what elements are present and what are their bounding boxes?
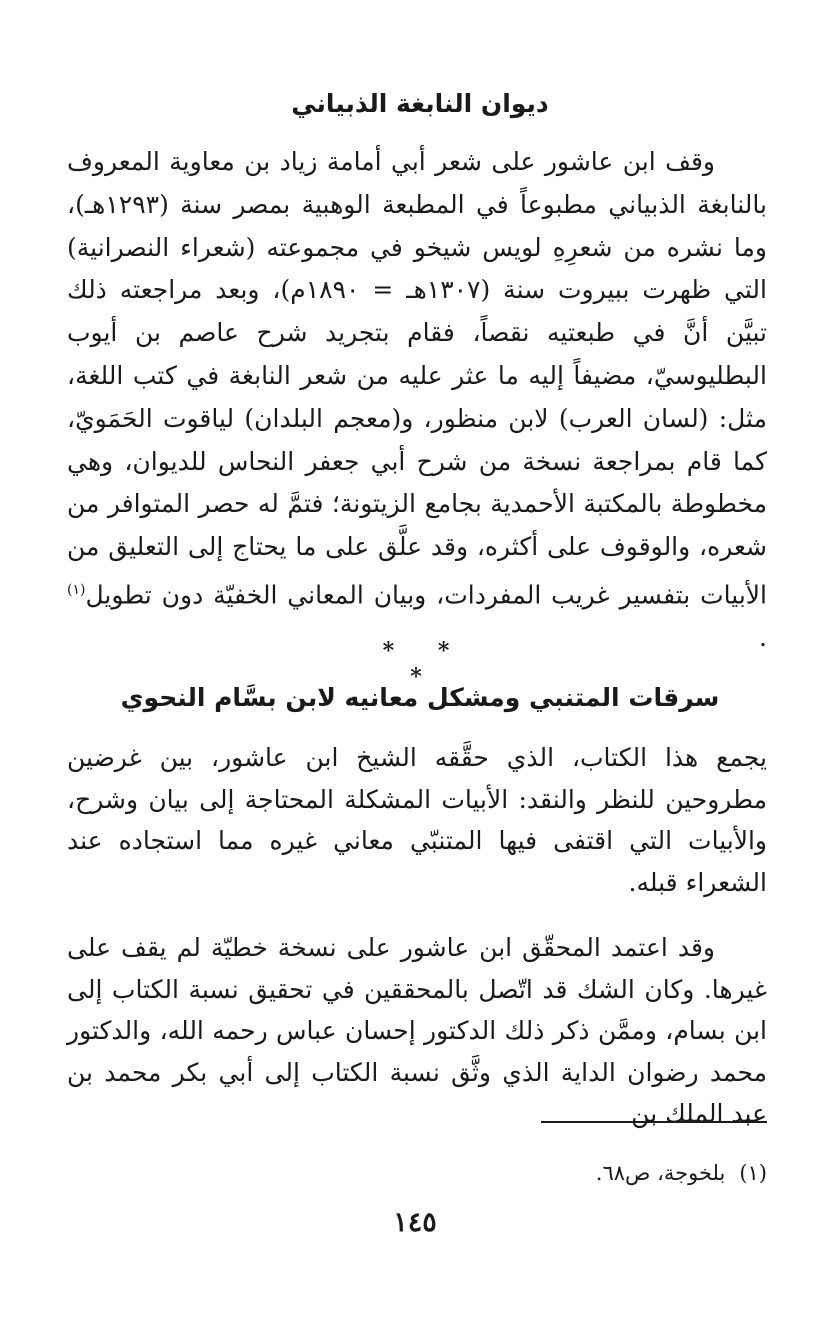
page-number: ١٤٥ [393, 1207, 437, 1238]
paragraph-sariqat-intro-text: يجمع هذا الكتاب، الذي حقَّقه الشيخ ابن عاشور، بين غرضين مطروحين للنظر والنقد: الأبيات المشكلة المحتاجة إلى بيان وشرح، والأبيات التي اقتفى فيها المتنبّي معاني غيره مما استجاده عند الشعراء قبله. [67, 743, 767, 897]
section-title-sariqat: سرقات المتنبي ومشكل معانيه لابن بسَّام النحوي [120, 683, 720, 712]
paragraph-sariqat-intro [67, 737, 767, 903]
footnote-divider [541, 1121, 767, 1123]
section-separator: * * * [382, 638, 468, 690]
paragraph-sariqat-manuscript-text: وقد اعتمد المحقّق ابن عاشور على نسخة خطيّة لم يقف على غيرها. وكان الشك قد اتّصل بالمحققين في تحقيق نسبة الكتاب إلى ابن بسام، وممَّن ذكر ذلك الدكتور إحسان عباس رحمه الله، والدكتور محمد رضوان الداية الذي وثَّق نسبة الكتاب إلى أبي بكر محمد بن عبد الملك بن [67, 933, 767, 1128]
footnote-text: بلخوجة، ص٦٨. [595, 1161, 726, 1185]
paragraph-sariqat-manuscript [67, 927, 767, 1135]
footnote [267, 1158, 767, 1188]
paragraph-end-mark: . [759, 623, 767, 653]
section-title-diwan: ديوان النابغة الذبياني [291, 89, 549, 118]
paragraph-diwan-text: وقف ابن عاشور على شعر أبي أمامة زياد بن معاوية المعروف بالنابغة الذبياني مطبوعاً في المطبعة الوهبية بمصر سنة (١٢٩٣هـ)، وما نشره من شعرِهِ لويس شيخو في مجموعته (شعراء النصرانية) التي ظهرت ببيروت سنة (١٣٠٧هـ = ١٨٩٠م)، وبعد مراجعته ذلك تبيَّن أنَّ في طبعتيه نقصاً، فقام بتجريد شرح عاصم بن أيوب البطليوسيّ، مضيفاً إليه ما عثر عليه من شعر النابغة في كتب اللغة، مثل: (لسان العرب) لابن منظور، و(معجم البلدان) لياقوت الحَمَويّ، كما قام بمراجعة نسخة من شرح أبي جعفر النحاس للديوان، وهي مخطوطة بالمكتبة الأحمدية بجامع الزيتونة؛ فتمَّ له حصر المتوافر من شعره، والوقوف على أكثره، وقد علَّق على ما يحتاج إلى التعليق من الأبيات بتفسير غريب المفردات، وبيان المعاني الخفيّة دون تطويل [67, 147, 767, 610]
paragraph-diwan [67, 141, 767, 660]
footnote-reference[interactable]: (١) [67, 581, 86, 598]
footnote-number: (١) [739, 1161, 767, 1185]
